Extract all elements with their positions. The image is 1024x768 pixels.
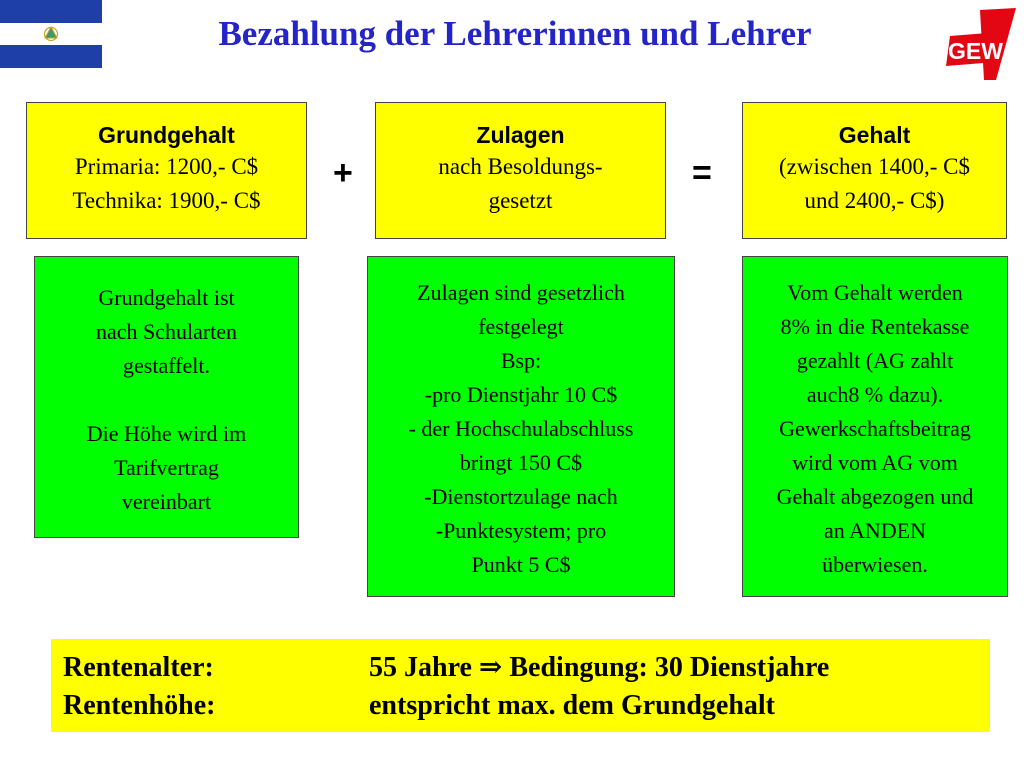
grundgehalt-line: Primaria: 1200,- C$ xyxy=(74,154,259,179)
pension-amount-value: entspricht max. dem Grundgehalt xyxy=(369,690,775,721)
pension-age-value: 55 Jahre ⇒ Bedingung: 30 Dienstjahre xyxy=(369,652,830,683)
zulagen-line: gesetzt xyxy=(488,188,553,213)
gehalt-line: und 2400,- C$) xyxy=(804,188,945,213)
nicaragua-flag-icon xyxy=(0,0,102,68)
grundgehalt-line: Technika: 1900,- C$ xyxy=(72,188,261,213)
grundgehalt-title: Grundgehalt xyxy=(98,122,235,148)
logo-text: GEW xyxy=(948,38,1003,64)
gehalt-detail-box xyxy=(742,256,1008,597)
zulagen-line: nach Besoldungs- xyxy=(438,154,603,179)
gehalt-title: Gehalt xyxy=(838,122,911,148)
gehalt-line: (zwischen 1400,- C$ xyxy=(779,154,970,179)
pension-amount-row xyxy=(51,687,990,725)
grundgehalt-box xyxy=(26,102,307,239)
pension-info-box xyxy=(51,639,990,732)
zulagen-detail-box xyxy=(367,256,675,597)
gehalt-detail-text: Vom Gehalt werden 8% in die Rentekasse gezahlt (AG zahlt auch8 % dazu). Gewerkschaftsbeitrag wird vom AG vom Gehalt abgezogen und an ANDEN überwiesen. xyxy=(776,280,974,577)
pension-age-label: Rentenalter: xyxy=(63,652,214,683)
gew-logo xyxy=(940,6,1020,82)
plus-operator: + xyxy=(333,154,353,192)
pension-age-row xyxy=(51,649,990,687)
gehalt-box xyxy=(742,102,1007,239)
zulagen-title: Zulagen xyxy=(476,122,565,148)
pension-amount-label: Rentenhöhe: xyxy=(63,690,216,721)
zulagen-box xyxy=(375,102,666,239)
grundgehalt-detail-box xyxy=(34,256,299,538)
grundgehalt-detail-text: Grundgehalt ist nach Schularten gestaffelt. Die Höhe wird im Tarifvertrag vereinbart xyxy=(86,285,247,514)
page-title: Bezahlung der Lehrerinnen und Lehrer xyxy=(218,14,812,53)
equals-operator: = xyxy=(692,154,712,192)
zulagen-detail-text: Zulagen sind gesetzlich festgelegt Bsp: -pro Dienstjahr 10 C$ - der Hochschulabschluss bringt 150 C$ -Dienstortzulage nach -Punktesystem; pro Punkt 5 C$ xyxy=(408,280,634,577)
